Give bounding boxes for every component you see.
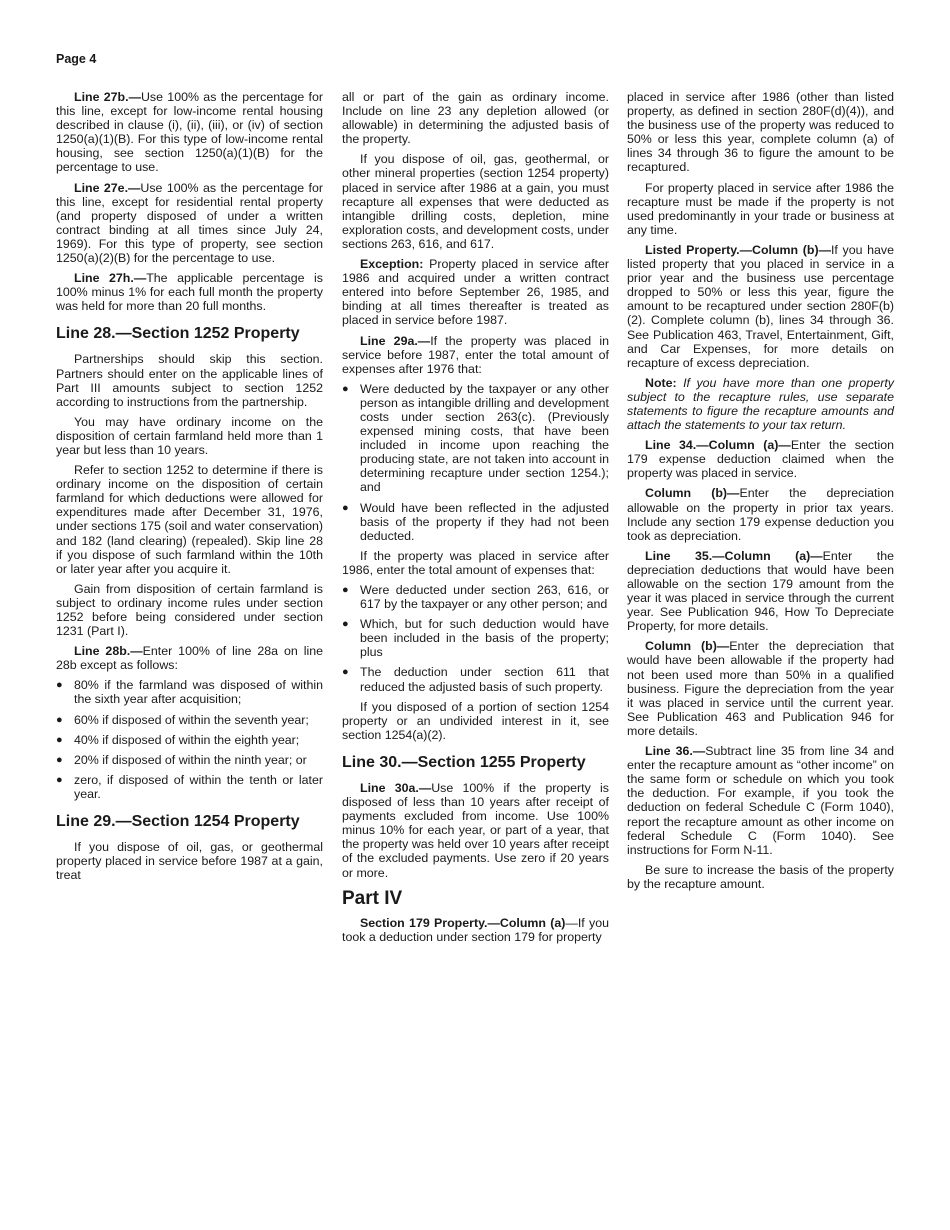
paragraph-line-34-col-b xyxy=(627,486,894,542)
lead-exception: Exception: xyxy=(360,257,424,272)
paragraph-mineral-properties: If you dispose of oil, gas, geothermal, or other mineral properties (section 1254 property) placed in service after 1986 at a gain, you must recapture all expenses that were deducted as intangible drilling costs, depletion, mine exploration costs, and development costs, under sections 263, 616, and 617. xyxy=(342,152,609,251)
farmland-percentage-list xyxy=(56,678,323,801)
heading-line-29: Line 29.—Section 1254 Property xyxy=(56,813,300,831)
list-item: ● 40% if disposed of within the eighth year; xyxy=(56,733,323,747)
paragraph-line-28b xyxy=(56,644,323,672)
text-line-34-col-b: Enter the depreciation allowable on the property in prior tax years. Include any section 179 expense deduction you took as depreciation. xyxy=(627,486,894,543)
lead-line-28b: Line 28b.— xyxy=(74,644,143,659)
paragraph-oil-gas-before-1987: If you dispose of oil, gas, or geothermal property placed in service before 1987 at a gain, treat xyxy=(56,840,323,883)
text-line-35-col-a: Enter the depreciation deductions that would have been allowable on the section 179 amount from the year it was placed in service through the current year. See Publication 946, How To Depreciate Property, for more details. xyxy=(627,548,894,634)
list-item: ● 20% if disposed of within the ninth year; or xyxy=(56,753,323,767)
paragraph-note xyxy=(627,376,894,432)
lead-line-34-col-b: Column (b)— xyxy=(645,486,740,501)
heading-part-iv: Part IV xyxy=(342,887,403,909)
expenses-after-1986-list xyxy=(342,583,609,694)
lead-line-35-col-a: Line 35.—Column (a)— xyxy=(645,548,823,563)
paragraph-exception xyxy=(342,257,609,327)
paragraph-section-1252: Refer to section 1252 to determine if there is ordinary income on the disposition of certain farmland for which deductions were allowed for expenditures made after December 31, 1976, under sections 175 (soil and water conservation) and 182 (land clearing) (repealed). Skip line 28 if you dispose of such farmland within the 10th or later year after you acquire it. xyxy=(56,463,323,576)
text-note: If you have more than one property subject to the recapture rules, use separate statements to figure the recapture amounts and attach the statements to your tax return. xyxy=(627,375,894,433)
lead-line-35-col-b: Column (b)— xyxy=(645,639,730,654)
list-item: ● Would have been reflected in the adjusted basis of the property if they had not been deducted. xyxy=(342,501,609,543)
text-line-30a: Use 100% if the property is disposed of less than 10 years after receipt of payments excluded from income. Use 100% minus 10% for each year, or part of a year, that the property was held over 10 years after receipt of the excluded payments. Use zero if 20 years or more. xyxy=(342,780,610,880)
paragraph-line-34-col-a xyxy=(627,438,894,480)
paragraph-line-36 xyxy=(627,744,894,857)
column-left xyxy=(56,90,323,888)
lead-note: Note: xyxy=(645,375,677,390)
lead-line-30a: Line 30a.— xyxy=(360,780,432,795)
list-item: ● 80% if the farmland was disposed of within the sixth year after acquisition; xyxy=(56,678,323,706)
list-item: ● zero, if disposed of within the tenth or later year. xyxy=(56,773,323,801)
lead-line-27e: Line 27e.— xyxy=(74,180,141,195)
paragraph-line-35-col-b xyxy=(627,639,894,738)
paragraph-line-29a xyxy=(342,334,609,376)
text-exception: Property placed in service after 1986 and acquired under a written contract entered into before September 26, 1985, and binding at all times thereafter is treated as placed in service before 1987. xyxy=(342,257,609,328)
column-right xyxy=(627,90,894,897)
heading-line-30: Line 30.—Section 1255 Property xyxy=(342,753,586,771)
lead-line-27b: Line 27b.— xyxy=(74,90,141,104)
column-middle xyxy=(342,90,609,950)
paragraph-ordinary-income: You may have ordinary income on the disposition of certain farmland held more than 1 year but less than 10 years. xyxy=(56,414,323,457)
paragraph-partnerships: Partnerships should skip this section. Partners should enter on the applicable lines of Part III amounts subject to section 1252 according to instructions from the partnership. xyxy=(56,352,323,409)
text-line-28b: Enter 100% of line 28a on line 28b except as follows: xyxy=(56,644,323,673)
text-line-34-col-a: Enter the section 179 expense deduction claimed when the property was placed in service. xyxy=(627,438,895,481)
paragraph-farmland-gain: Gain from disposition of certain farmland is subject to ordinary income rules under section 1252 before being considered under section 1231 (Part I). xyxy=(56,581,323,639)
lead-line-29a: Line 29a.— xyxy=(360,333,431,348)
text-section-179: —If you took a deduction under section 179 for property xyxy=(342,915,609,944)
expenses-before-1987-list xyxy=(342,382,609,543)
paragraph-ordinary-income-continued: all or part of the gain as ordinary income. Include on line 23 any depletion allowed (or allowable) in determining the adjusted basis of the property. xyxy=(342,90,609,147)
text-line-29a: If the property was placed in service before 1987, enter the total amount of expenses after 1976 that: xyxy=(342,333,610,376)
page-number: Page 4 xyxy=(56,52,97,66)
paragraph-section-179 xyxy=(342,916,609,944)
paragraph-line-27h xyxy=(56,271,323,313)
paragraph-listed-property xyxy=(627,243,894,370)
paragraph-line-27e xyxy=(56,181,323,266)
text-line-35-col-b: Enter the depreciation that would have been allowable if the property had not been used more than 50% in a qualified business. Figure the depreciation from the year it was placed in service until the current year. See Publication 463 and Publication 946 for more details. xyxy=(627,639,894,738)
list-item: ● Which, but for such deduction would have been included in the basis of the property; plus xyxy=(342,617,609,659)
lead-line-36: Line 36.— xyxy=(645,744,706,759)
list-item: ● Were deducted by the taxpayer or any other person as intangible drilling and development costs under section 263(c). (Previously expensed mining costs, that have been included in income upon reaching the producing state, are not taken into account in determining recapture under section 1254.); and xyxy=(342,382,609,495)
text-line-27h: The applicable percentage is 100% minus 1% for each full month the property was held for more than 20 full months. xyxy=(56,271,323,314)
list-item: ● 60% if disposed of within the seventh year; xyxy=(56,713,323,727)
text-line-27e: Use 100% as the percentage for this line, except for residential rental property (and property disposed of under a written contract binding at all times since July 24, 1969). For this type of property, see section 1250(a)(2)(B) for the percentage to use. xyxy=(56,180,323,266)
paragraph-predominant-use: For property placed in service after 1986 the recapture must be made if the property is not used predominantly in your trade or business at any time. xyxy=(627,180,894,237)
list-item: ● Were deducted under section 263, 616, or 617 by the taxpayer or any other person; and xyxy=(342,583,609,611)
heading-line-28: Line 28.—Section 1252 Property xyxy=(56,325,300,343)
lead-line-27h: Line 27h.— xyxy=(74,271,147,286)
text-line-36: Subtract line 35 from line 34 and enter the recapture amount as “other income” on the same form or schedule on which you took the deduction. For example, if you took the deduction on federal Schedule C (Form 1040), report the recapture amount as other income on federal Schedule C (Form 1040). See instructions for Form N-11. xyxy=(627,744,894,857)
text-line-27b: Use 100% as the percentage for this line, except for low-income rental housing described in clause (i), (ii), (iii), or (iv) of section 1250(a)(1)(B). For this type of low-income rental housing, see section 1250(a)(1)(B) for the percentage to use. xyxy=(56,90,323,175)
paragraph-line-27b xyxy=(56,90,323,175)
list-item: ● The deduction under section 611 that reduced the adjusted basis of such property. xyxy=(342,665,609,693)
lead-listed-property: Listed Property.—Column (b)— xyxy=(645,242,831,257)
paragraph-line-30a xyxy=(342,781,609,880)
lead-line-34-col-a: Line 34.—Column (a)— xyxy=(645,438,791,453)
paragraph-portion-disposed: If you disposed of a portion of section 1254 property or an undivided interest in it, see section 1254(a)(2). xyxy=(342,699,609,742)
paragraph-section-179-continued: placed in service after 1986 (other than listed property, as defined in section 280F(d)(4)), and the business use of the property was reduced to 50% or less this year, complete column (a) of lines 34 through 36 to figure the amount to be recaptured. xyxy=(627,90,894,175)
paragraph-after-1986: If the property was placed in service after 1986, enter the total amount of expenses that: xyxy=(342,548,609,577)
paragraph-line-35-col-a xyxy=(627,549,894,634)
lead-section-179: Section 179 Property.—Column (a) xyxy=(360,915,566,930)
paragraph-increase-basis: Be sure to increase the basis of the property by the recapture amount. xyxy=(627,862,894,891)
text-listed-property: If you have listed property that you placed in service in a prior year and the business use percentage dropped to 50% or less this year, figure the amount to be recaptured under section 280F(b)(2). Complete column (b), lines 34 through 36. See Publication 463, Travel, Entertainment, Gift, and Car Expenses, for more details on recapture of excess depreciation. xyxy=(627,242,894,370)
